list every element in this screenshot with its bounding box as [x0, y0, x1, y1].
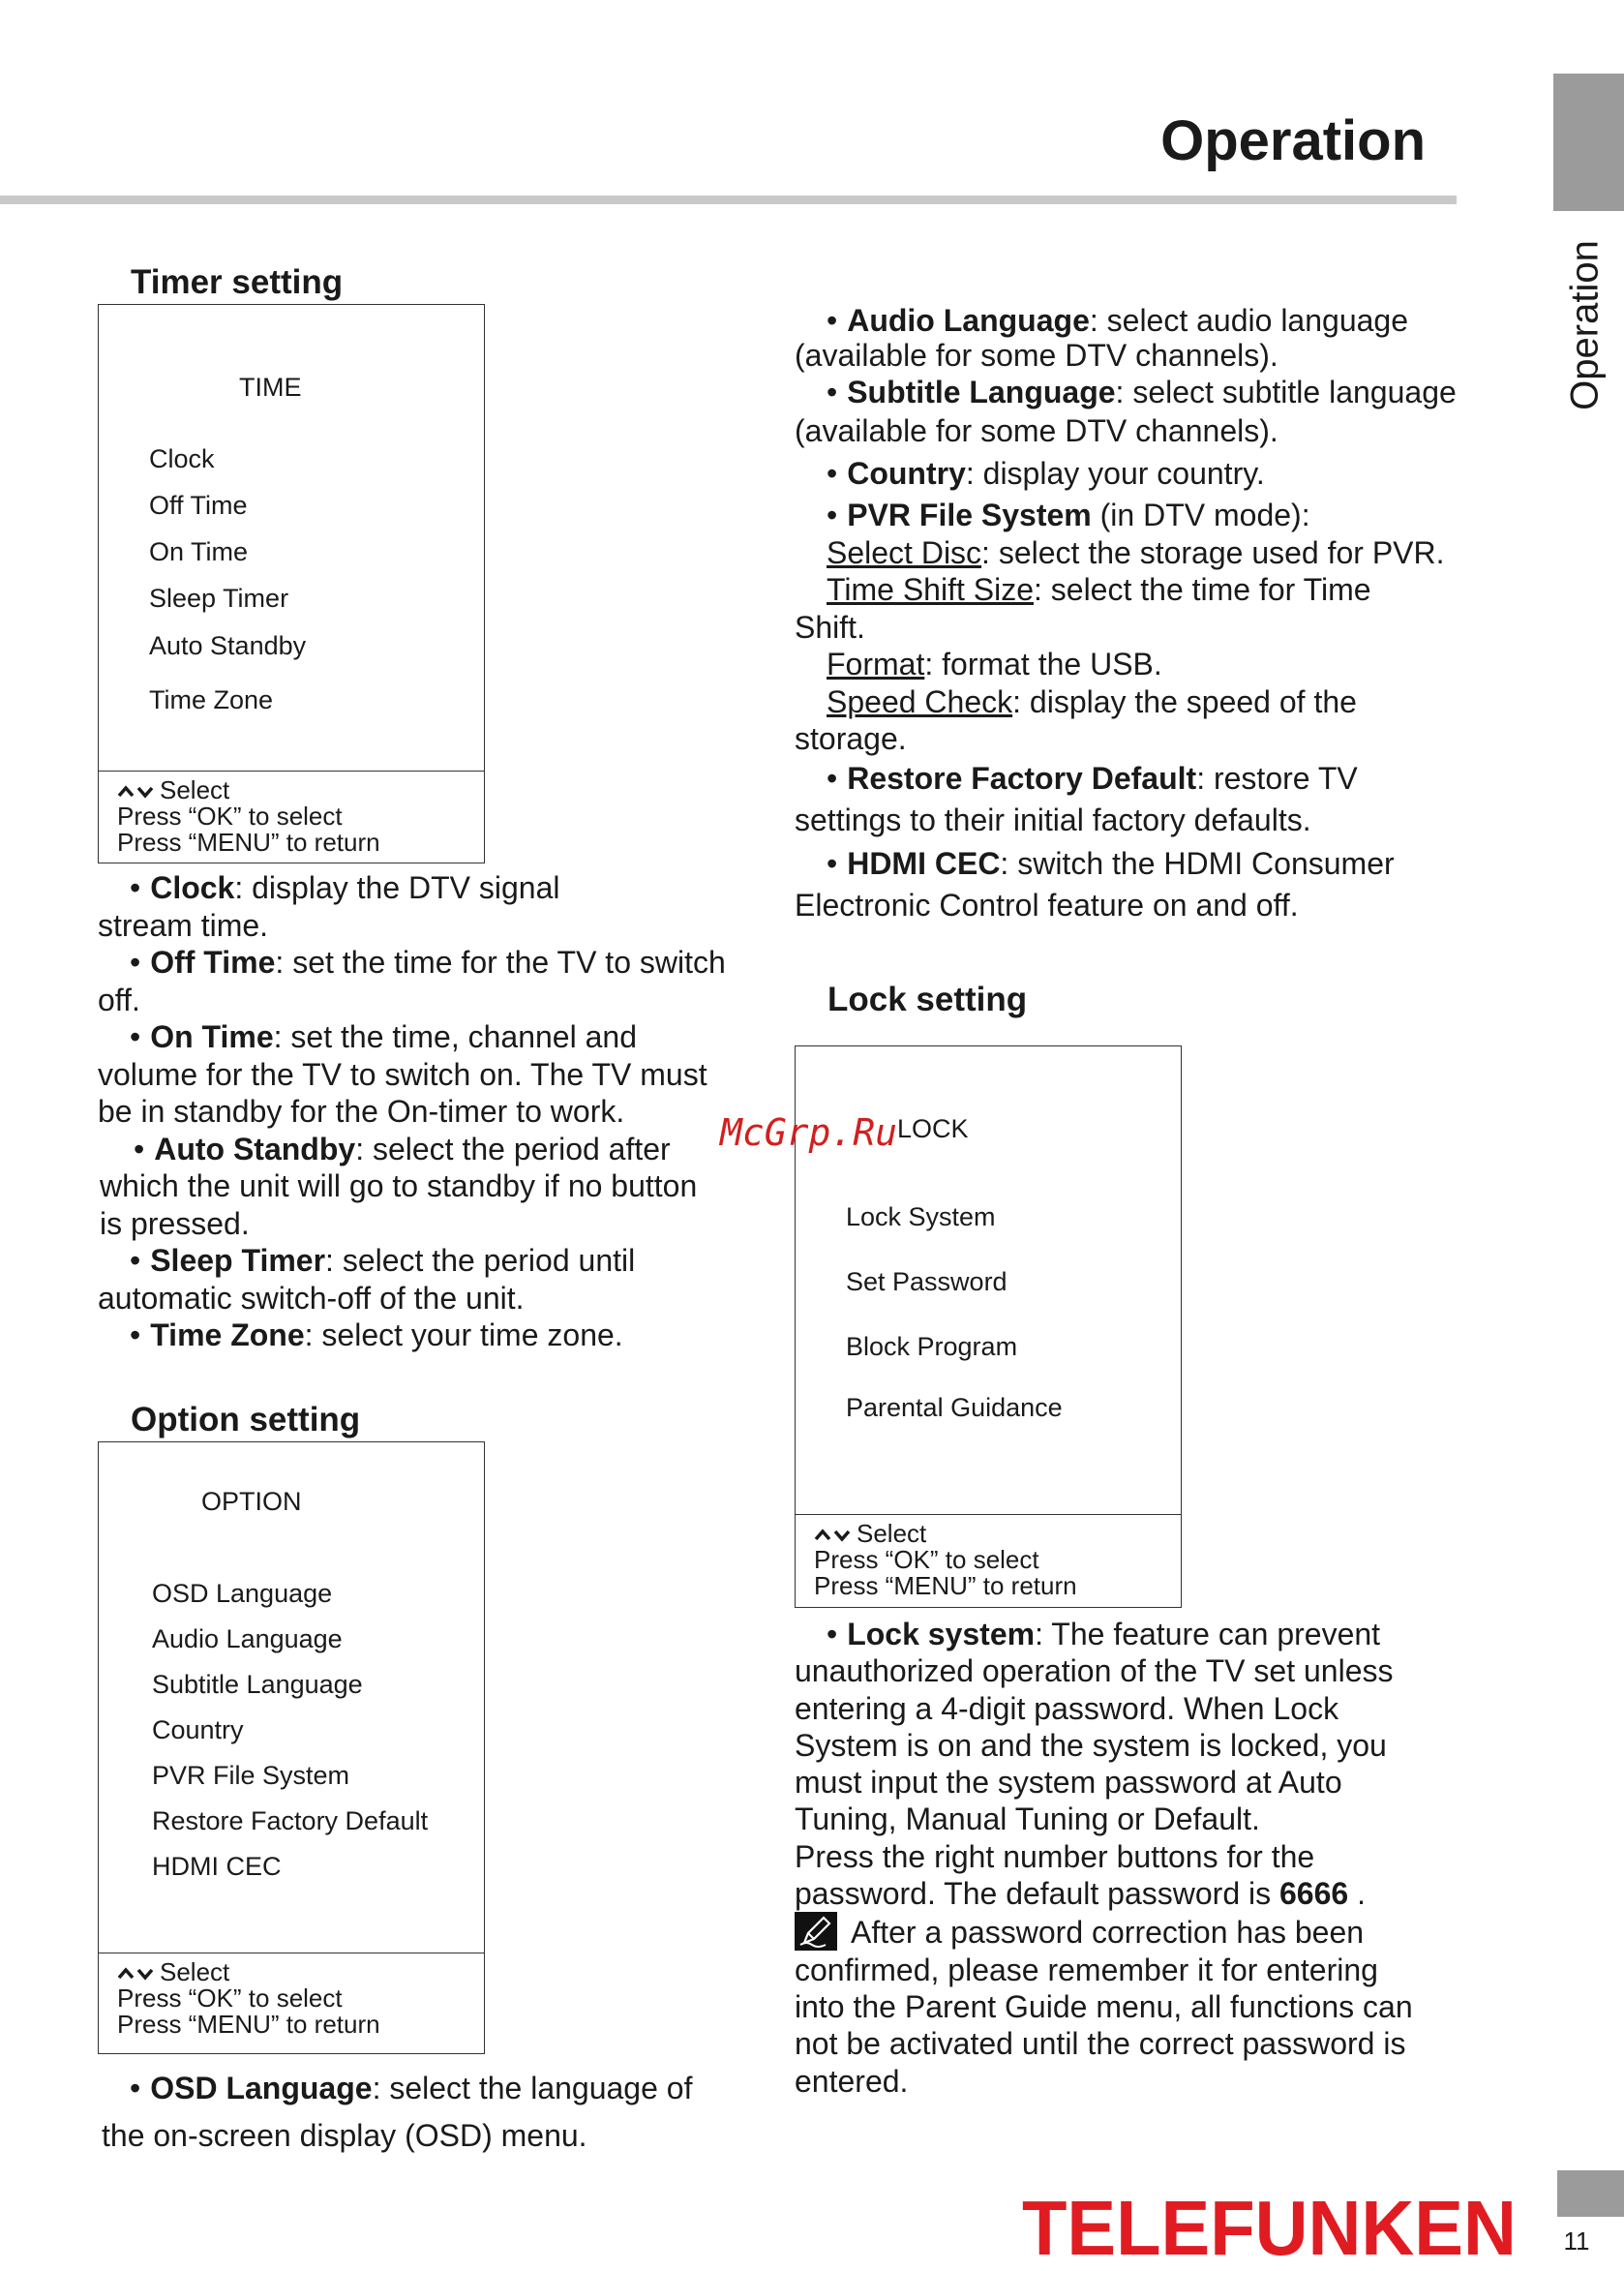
menu-footer [796, 1514, 1181, 1607]
footer-ok: Press “OK” to select [117, 1983, 343, 2013]
menu-heading: OPTION [201, 1487, 302, 1516]
menu-item-osd-language[interactable]: OSD Language [152, 1579, 333, 1608]
menu-item-time-zone[interactable]: Time Zone [149, 685, 274, 714]
menu-item-restore-factory-default[interactable]: Restore Factory Default [152, 1806, 429, 1835]
menu-item-clock[interactable]: Clock [149, 444, 215, 473]
menu-item-on-time[interactable]: On Time [149, 537, 249, 566]
up-down-arrows-icon [814, 1526, 853, 1543]
menu-heading: TIME [239, 373, 302, 402]
default-password: 6666 [1279, 1876, 1349, 1912]
up-down-arrows-icon [117, 782, 156, 800]
menu-item-auto-standby[interactable]: Auto Standby [149, 631, 307, 660]
page-number-box [1557, 2170, 1624, 2217]
side-tab-label: Operation [1563, 240, 1607, 410]
up-down-arrows-icon [117, 1964, 156, 1982]
menu-item-sleep-timer[interactable]: Sleep Timer [149, 584, 289, 613]
menu-footer [99, 1953, 484, 2053]
brand-logo: TELEFUNKEN [1022, 2185, 1517, 2271]
header-rule [0, 196, 1457, 204]
menu-item-country[interactable]: Country [152, 1715, 244, 1744]
lock-descriptions: • Lock system: The feature can prevent unauthorized operation of the TV set unless entering a 4-digit password. When Lock System is on and the system is locked, you must input the system password at Auto Tuning, Manual Tuning or Default. Press the right number buttons for the password. The default password is 6666 . After a password correction has been confirmed, please remember it for entering into the Parent Guide menu, all functions can not be activated until the correct password is entered. [795, 1617, 1413, 2099]
side-tab-block [1553, 74, 1624, 211]
footer-select: Select [160, 1957, 230, 1986]
footer-ok: Press “OK” to select [814, 1545, 1039, 1574]
page-number: 11 [1563, 2226, 1590, 2256]
option-section-title: Option setting [131, 1401, 361, 1438]
menu-item-block-program[interactable]: Block Program [846, 1332, 1018, 1361]
menu-item-pvr-file-system[interactable]: PVR File System [152, 1761, 350, 1790]
menu-item-set-password[interactable]: Set Password [846, 1267, 1007, 1296]
side-tab [1551, 238, 1619, 412]
menu-heading: LOCK [897, 1114, 969, 1143]
page-title: Operation [1160, 109, 1426, 172]
option-item-descriptions: • Audio Language: select audio language (available for some DTV channels). • Subtitle Language: select subtitle language (available for some DTV channels). • Country: display your country. • PVR File System (in DTV mode): Select Disc: select the storage used for PVR. Time Shift Size: select the time for Time Shift. Format: format the USB. Speed Check: display the speed of the storage. • Restore Factory Default: restore TV settings to their initial factory defaults. • HDMI CEC: switch the HDMI Consumer Electronic Control feature on and off. [795, 303, 1457, 923]
note-pencil-icon [795, 1912, 837, 1951]
option-menu [98, 1441, 485, 2054]
menu-item-audio-language[interactable]: Audio Language [152, 1624, 343, 1653]
timer-descriptions: • Clock: display the DTV signal stream time. • Off Time: set the time for the TV to switch off. • On Time: set the time, channel and volume for the TV to switch on. The TV must be in standby for the On-timer to work. • Auto Standby: select the period after which the unit will go to standby if no button is pressed. • Sleep Timer: select the period until automatic switch-off of the unit. • Time Zone: select your time zone. [98, 870, 726, 1352]
footer-select: Select [160, 775, 230, 804]
option-descriptions: • OSD Language: select the language of the on-screen display (OSD) menu. [102, 2071, 693, 2153]
lock-section-title: Lock setting [827, 981, 1028, 1018]
footer-menu: Press “MENU” to return [814, 1571, 1077, 1600]
timer-menu [98, 304, 485, 863]
watermark: McGrp.Ru [720, 1111, 898, 1154]
menu-item-parental-guidance[interactable]: Parental Guidance [846, 1393, 1063, 1422]
menu-item-hdmi-cec[interactable]: HDMI CEC [152, 1852, 282, 1881]
menu-item-subtitle-language[interactable]: Subtitle Language [152, 1670, 363, 1699]
footer-menu: Press “MENU” to return [117, 2010, 380, 2039]
menu-item-off-time[interactable]: Off Time [149, 491, 248, 520]
footer-ok: Press “OK” to select [117, 802, 343, 831]
footer-select: Select [857, 1519, 927, 1548]
menu-footer [99, 771, 484, 863]
menu-item-lock-system[interactable]: Lock System [846, 1202, 996, 1231]
timer-section-title: Timer setting [131, 263, 344, 301]
footer-menu: Press “MENU” to return [117, 828, 380, 857]
